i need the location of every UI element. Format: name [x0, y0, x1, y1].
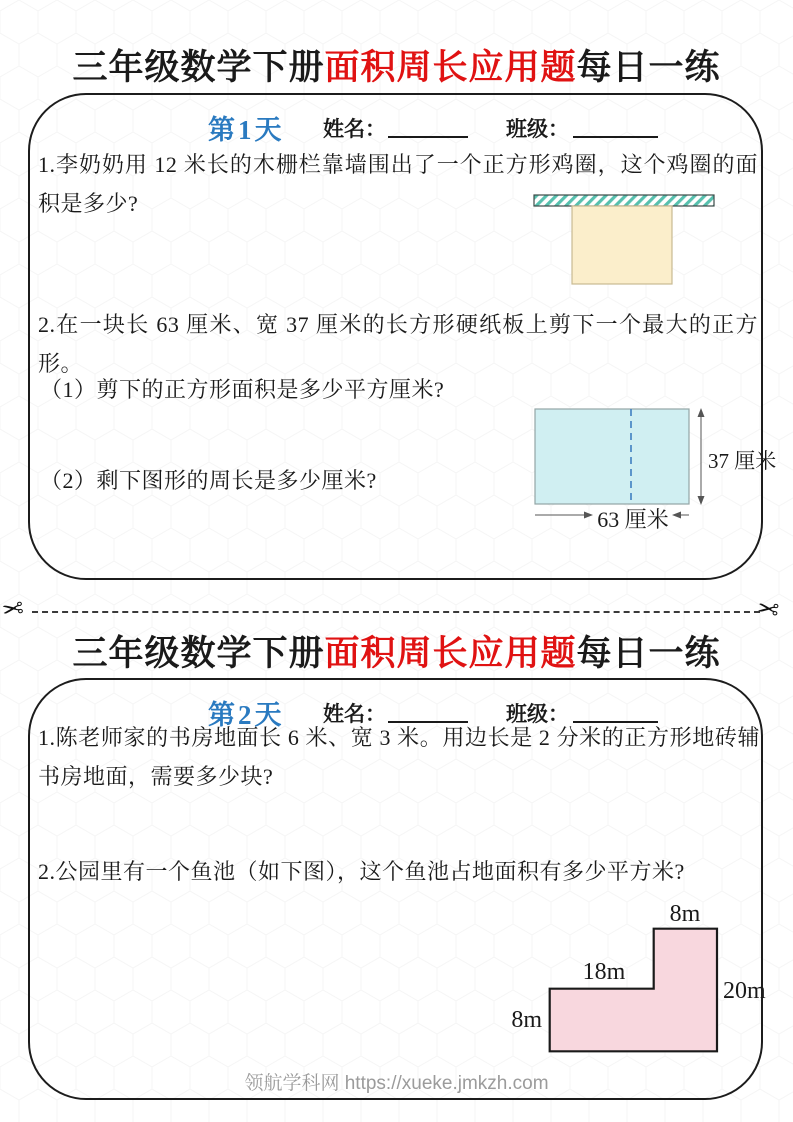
cardboard-diagram — [530, 400, 793, 540]
day1-problem1-text: 1.李奶奶用 12 米长的木栅栏靠墙围出了一个正方形鸡圈，这个鸡圈的面积是多少? — [38, 152, 758, 216]
width-dimension-label: 63 厘米 — [597, 507, 669, 532]
arrow-right — [584, 512, 593, 519]
name-blank-line-day1 — [388, 136, 468, 138]
day2-problem2-text: 2.公园里有一个鱼池（如下图），这个鱼池占地面积有多少平方米? — [38, 859, 685, 884]
worksheet-title-day2 — [0, 626, 793, 676]
pond-lower-left-label: 8m — [511, 1007, 542, 1033]
pond-right-label: 20m — [723, 978, 766, 1004]
pond-upper-left-label: 18m — [582, 959, 626, 985]
scissors-icon-left: ✂ — [0, 593, 26, 627]
class-blank-line-day1 — [573, 136, 658, 138]
arrow-left — [672, 512, 681, 519]
chicken-coop-diagram — [530, 190, 722, 292]
title-part1: 三年级数学下册 — [72, 634, 325, 673]
day1-label: 第1天 — [208, 115, 285, 145]
pond-top-label: 8m — [669, 901, 701, 927]
height-dimension-label: 37 厘米 — [708, 449, 777, 473]
cardboard-rect — [535, 409, 689, 504]
day2-problem1-text: 1.陈老师家的书房地面长 6 米、宽 3 米。用边长是 2 分米的正方形地砖辅书房地面，需要多少块? — [38, 725, 760, 789]
day1-problem2-text: 2.在一块长 63 厘米、宽 37 厘米的长方形硬纸板上剪下一个最大的正方形。 — [38, 312, 758, 376]
title-part3: 每日一练 — [576, 48, 721, 87]
dashed-cut-line — [32, 611, 760, 613]
name-label-day2: 姓名： — [323, 702, 386, 726]
day1-problem2-q2: （2）剩下图形的周长是多少厘米? — [40, 468, 377, 493]
class-label-day2: 班级： — [506, 702, 569, 726]
scissors-icon-right: ✂ — [755, 593, 781, 627]
day2-label: 第2天 — [208, 700, 285, 730]
fish-pond-shape — [550, 929, 717, 1052]
title-part1: 三年级数学下册 — [72, 48, 325, 87]
day2-box — [28, 678, 766, 1100]
title-part2-highlight: 面积周长应用题 — [324, 634, 577, 673]
worksheet-title-day1 — [0, 40, 793, 90]
wall-hatched-bar — [534, 195, 714, 206]
title-part2-highlight: 面积周长应用题 — [324, 48, 577, 87]
day1-box — [28, 93, 777, 580]
class-label-day1: 班级： — [506, 117, 569, 141]
coop-square — [572, 206, 672, 284]
title-part3: 每日一练 — [576, 634, 721, 673]
footer-watermark: 领航学科网 https://xueke.jmkzh.com — [244, 1073, 549, 1094]
arrow-down — [698, 496, 705, 505]
arrow-up — [698, 408, 705, 417]
day1-problem2-q1: （1）剪下的正方形面积是多少平方厘米? — [40, 377, 445, 402]
fish-pond-diagram — [492, 897, 792, 1072]
name-label-day1: 姓名： — [323, 117, 386, 141]
